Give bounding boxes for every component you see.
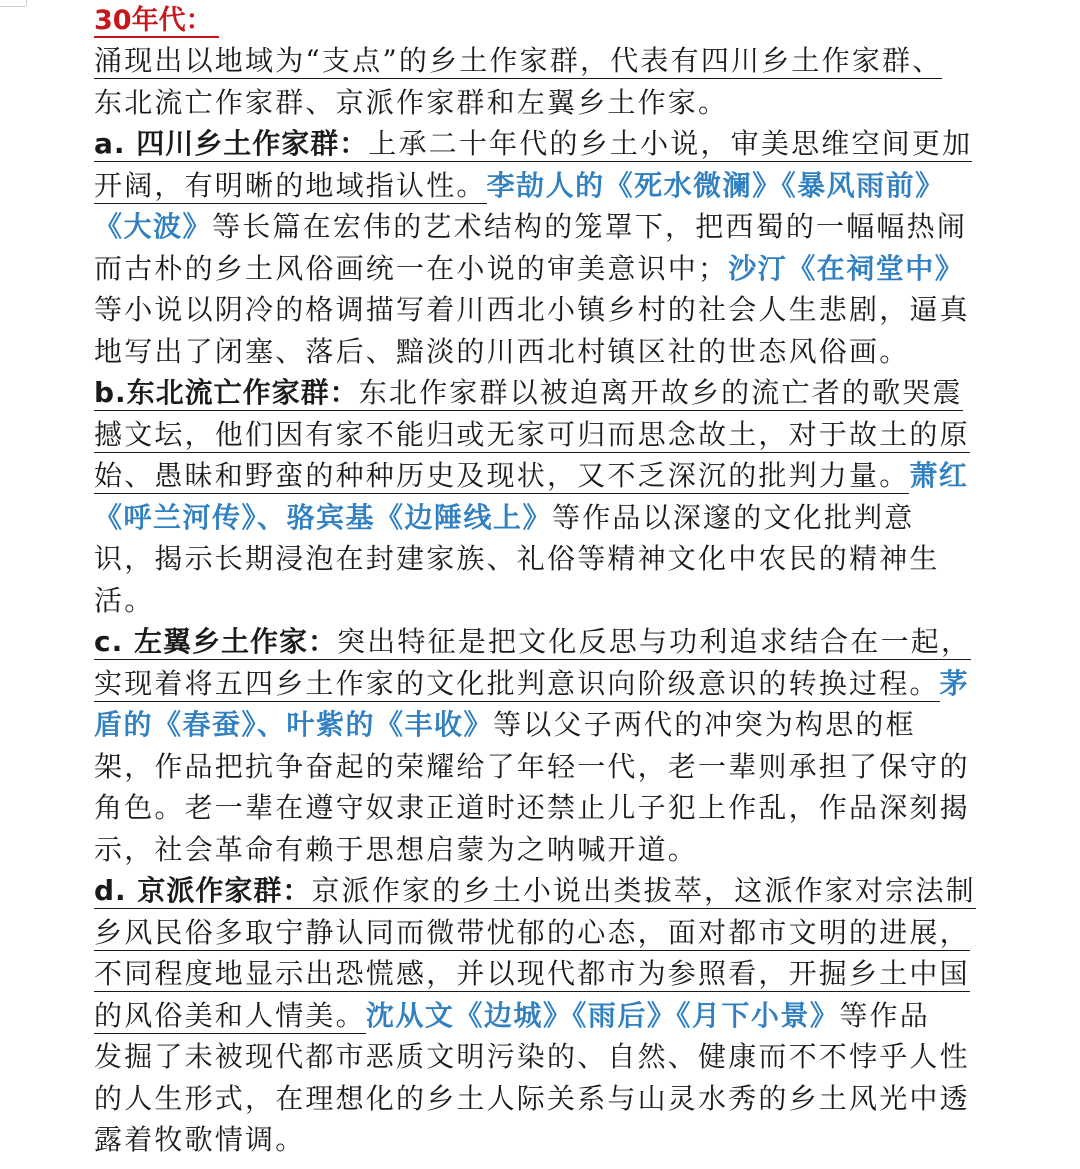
section-a-heading: a. 四川乡土作家群：: [94, 127, 369, 160]
section-b-line-5: 识，揭示长期浸泡在封建家族、礼俗等精神文化中农民的精神生: [94, 542, 940, 575]
section-b-heading: b.东北流亡作家群：: [94, 376, 359, 409]
section-c-line-5: 角色。老一辈在遵守奴隶正道时还禁止儿子犯上作乱，作品深刻揭: [94, 791, 970, 824]
section-a-line-1: a. 四川乡土作家群：上承二十年代的乡土小说，审美思维空间更加: [94, 127, 973, 160]
section-b-line-3: 始、愚昧和野蛮的种种历史及现状，又不乏深沉的批判力量。萧红: [94, 459, 969, 492]
section-a-line-3: 《大波》等长篇在宏伟的艺术结构的笼罩下，把西蜀的一幅幅热闹: [94, 210, 968, 243]
section-d-line-5: 发掘了未被现代都市恶质文明污染的、自然、健康而不不悖乎人性: [94, 1040, 970, 1073]
work-highlight: 《呼兰河传》、骆宾基《边陲线上》: [94, 500, 553, 534]
section-d-line-1: d. 京派作家群：京派作家的乡土小说出类拔萃，这派作家对宗法制: [94, 874, 976, 907]
section-c-line-6: 示，社会革命有赖于思想启蒙为之呐喊开道。: [94, 832, 699, 866]
section-c-line-2: 实现着将五四乡土作家的文化批判意识向阶级意识的转换过程。茅: [94, 666, 970, 700]
section-b-line-4: 《呼兰河传》、骆宾基《边陲线上》等作品以深邃的文化批判意: [94, 500, 915, 534]
section-d-line-6: 的人生形式，在理想化的乡土人际关系与山灵水秀的乡土风光中透: [94, 1081, 970, 1115]
section-c-line-4: 架，作品把抗争奋起的荣耀给了年轻一代，老一辈则承担了保守的: [94, 749, 970, 783]
section-b-line-2: 撼文坛，他们因有家不能归或无家可归而思念故土，对于故土的原: [94, 417, 970, 451]
work-highlight: 《大波》: [94, 210, 213, 243]
section-c-line-3: 盾的《春蚕》、叶紫的《丰收》等以父子两代的冲突为构思的框: [94, 708, 916, 741]
title-text: 30年代：: [94, 5, 219, 38]
work-highlight: 沈从文《边城》《雨后》《月下小景》: [365, 998, 840, 1032]
section-a-line-6: 地写出了闭塞、落后、黯淡的川西北村镇区社的世态风俗画。: [94, 334, 910, 368]
section-d-heading: d. 京派作家群：: [94, 874, 312, 907]
intro-line-2: 东北流亡作家群、京派作家群和左翼乡土作家。: [94, 85, 729, 119]
work-highlight: 盾的《春蚕》、叶紫的《丰收》: [94, 708, 494, 741]
work-highlight: 茅: [939, 666, 970, 700]
section-a-line-4: 而古朴的乡土风俗画统一在小说的审美意识中；沙汀《在祠堂中》: [94, 251, 965, 285]
section-d-line-3: 不同程度地显示出恐慌感，并以现代都市为参照看，开掘乡土中国: [94, 957, 970, 990]
section-a-line-2: 开阔，有明晰的地域指认性。李劼人的《死水微澜》《暴风雨前》: [94, 168, 945, 202]
section-c-heading: c. 左翼乡土作家：: [94, 625, 337, 658]
document-page: [94, 0, 1030, 1161]
section-c-line-1: c. 左翼乡土作家：突出特征是把文化反思与功利追求结合在一起，: [94, 625, 972, 658]
section-b-line-1: b.东北流亡作家群：东北作家群以被迫离开故乡的流亡者的歌哭震: [94, 376, 963, 409]
work-highlight: 沙汀《在祠堂中》: [728, 251, 965, 285]
section-d-line-4: 的风俗美和人情美。沈从文《边城》《雨后》《月下小景》等作品: [94, 998, 930, 1032]
work-highlight: 李劼人的《死水微澜》《暴风雨前》: [486, 168, 945, 202]
section-d-line-2: 乡风民俗多取宁静认同而微带忧郁的心态，面对都市文明的进展，: [94, 915, 970, 949]
work-highlight: 萧红: [909, 459, 969, 492]
page-title: [94, 0, 1030, 40]
intro-line-1: 涌现出以地域为“支点”的乡土作家群，代表有四川乡土作家群、: [94, 44, 943, 77]
section-a-line-5: 等小说以阴冷的格调描写着川西北小镇乡村的社会人生悲剧，逼真: [94, 293, 970, 326]
section-b-line-6: 活。: [94, 583, 155, 617]
corner-mark: [0, 0, 27, 7]
section-d-line-7: 露着牧歌情调。: [94, 1123, 306, 1156]
